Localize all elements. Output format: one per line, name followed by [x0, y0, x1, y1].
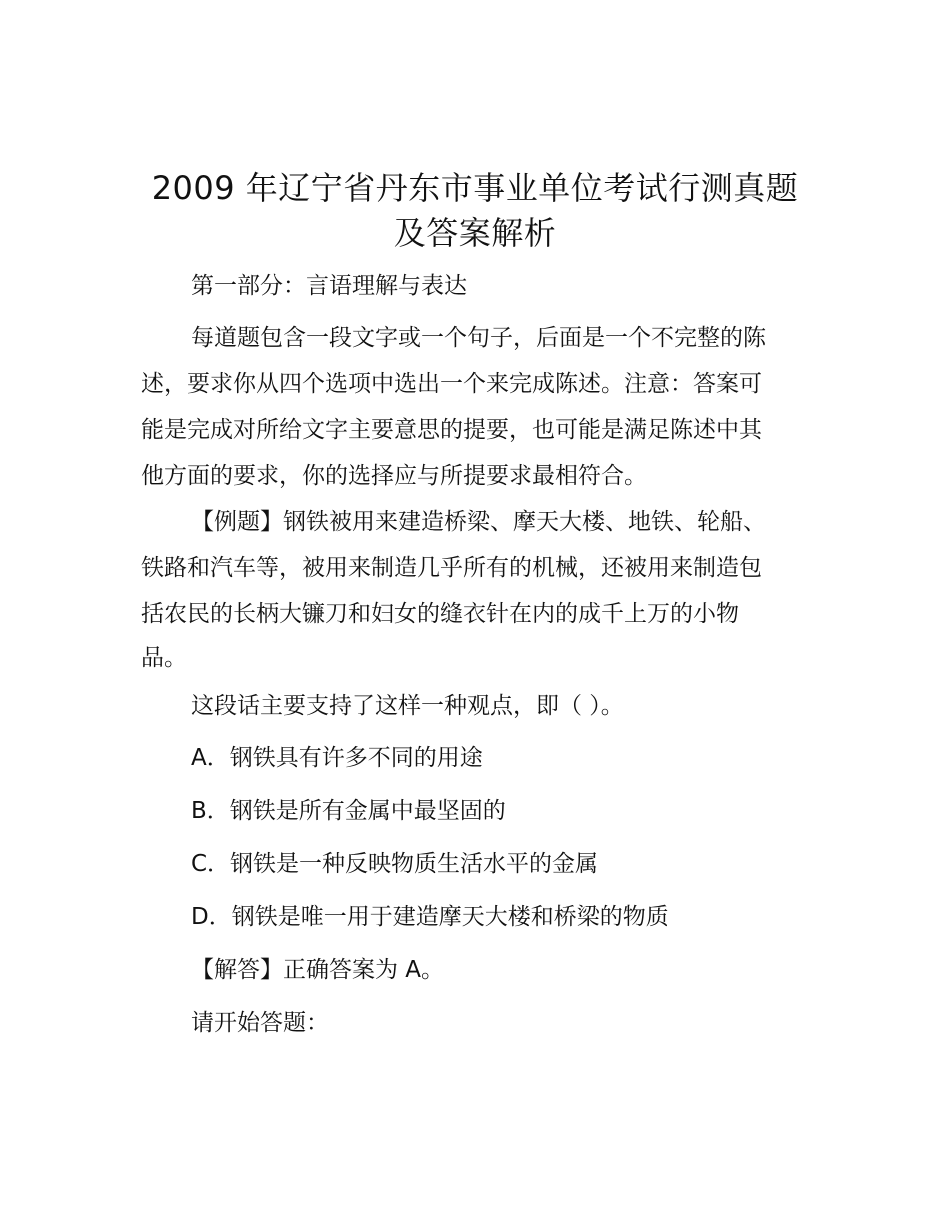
instruction-line: 能是完成对所给文字主要意思的提要，也可能是满足陈述中其	[141, 417, 762, 443]
example-line: 【例题】钢铁被用来建造桥梁、摩天大楼、地铁、轮船、	[191, 509, 766, 535]
option-d: D．钢铁是唯一用于建造摩天大楼和桥梁的物质	[191, 904, 669, 930]
answer-text: 【解答】正确答案为 A。	[191, 957, 445, 983]
document-title-line-1: 2009 年辽宁省丹东市事业单位考试行测真题	[151, 169, 799, 207]
example-line: 铁路和汽车等，被用来制造几乎所有的机械，还被用来制造包	[141, 555, 762, 581]
instruction-line: 述，要求你从四个选项中选出一个来完成陈述。注意：答案可	[141, 371, 762, 397]
example-line: 品。	[141, 645, 187, 671]
option-a: A．钢铁具有许多不同的用途	[191, 745, 483, 771]
option-b: B．钢铁是所有金属中最坚固的	[191, 798, 506, 824]
instruction-line: 每道题包含一段文字或一个句子，后面是一个不完整的陈	[191, 325, 766, 351]
document-title-line-2: 及答案解析	[393, 214, 557, 252]
option-c: C．钢铁是一种反映物质生活水平的金属	[191, 851, 599, 877]
start-prompt: 请开始答题：	[191, 1010, 329, 1036]
example-line: 括农民的长柄大镰刀和妇女的缝衣针在内的成千上万的小物	[141, 601, 739, 627]
section-heading: 第一部分：言语理解与表达	[191, 273, 467, 299]
question-text: 这段话主要支持了这样一种观点，即（ ）。	[191, 693, 624, 719]
instruction-line: 他方面的要求，你的选择应与所提要求最相符合。	[141, 463, 647, 489]
